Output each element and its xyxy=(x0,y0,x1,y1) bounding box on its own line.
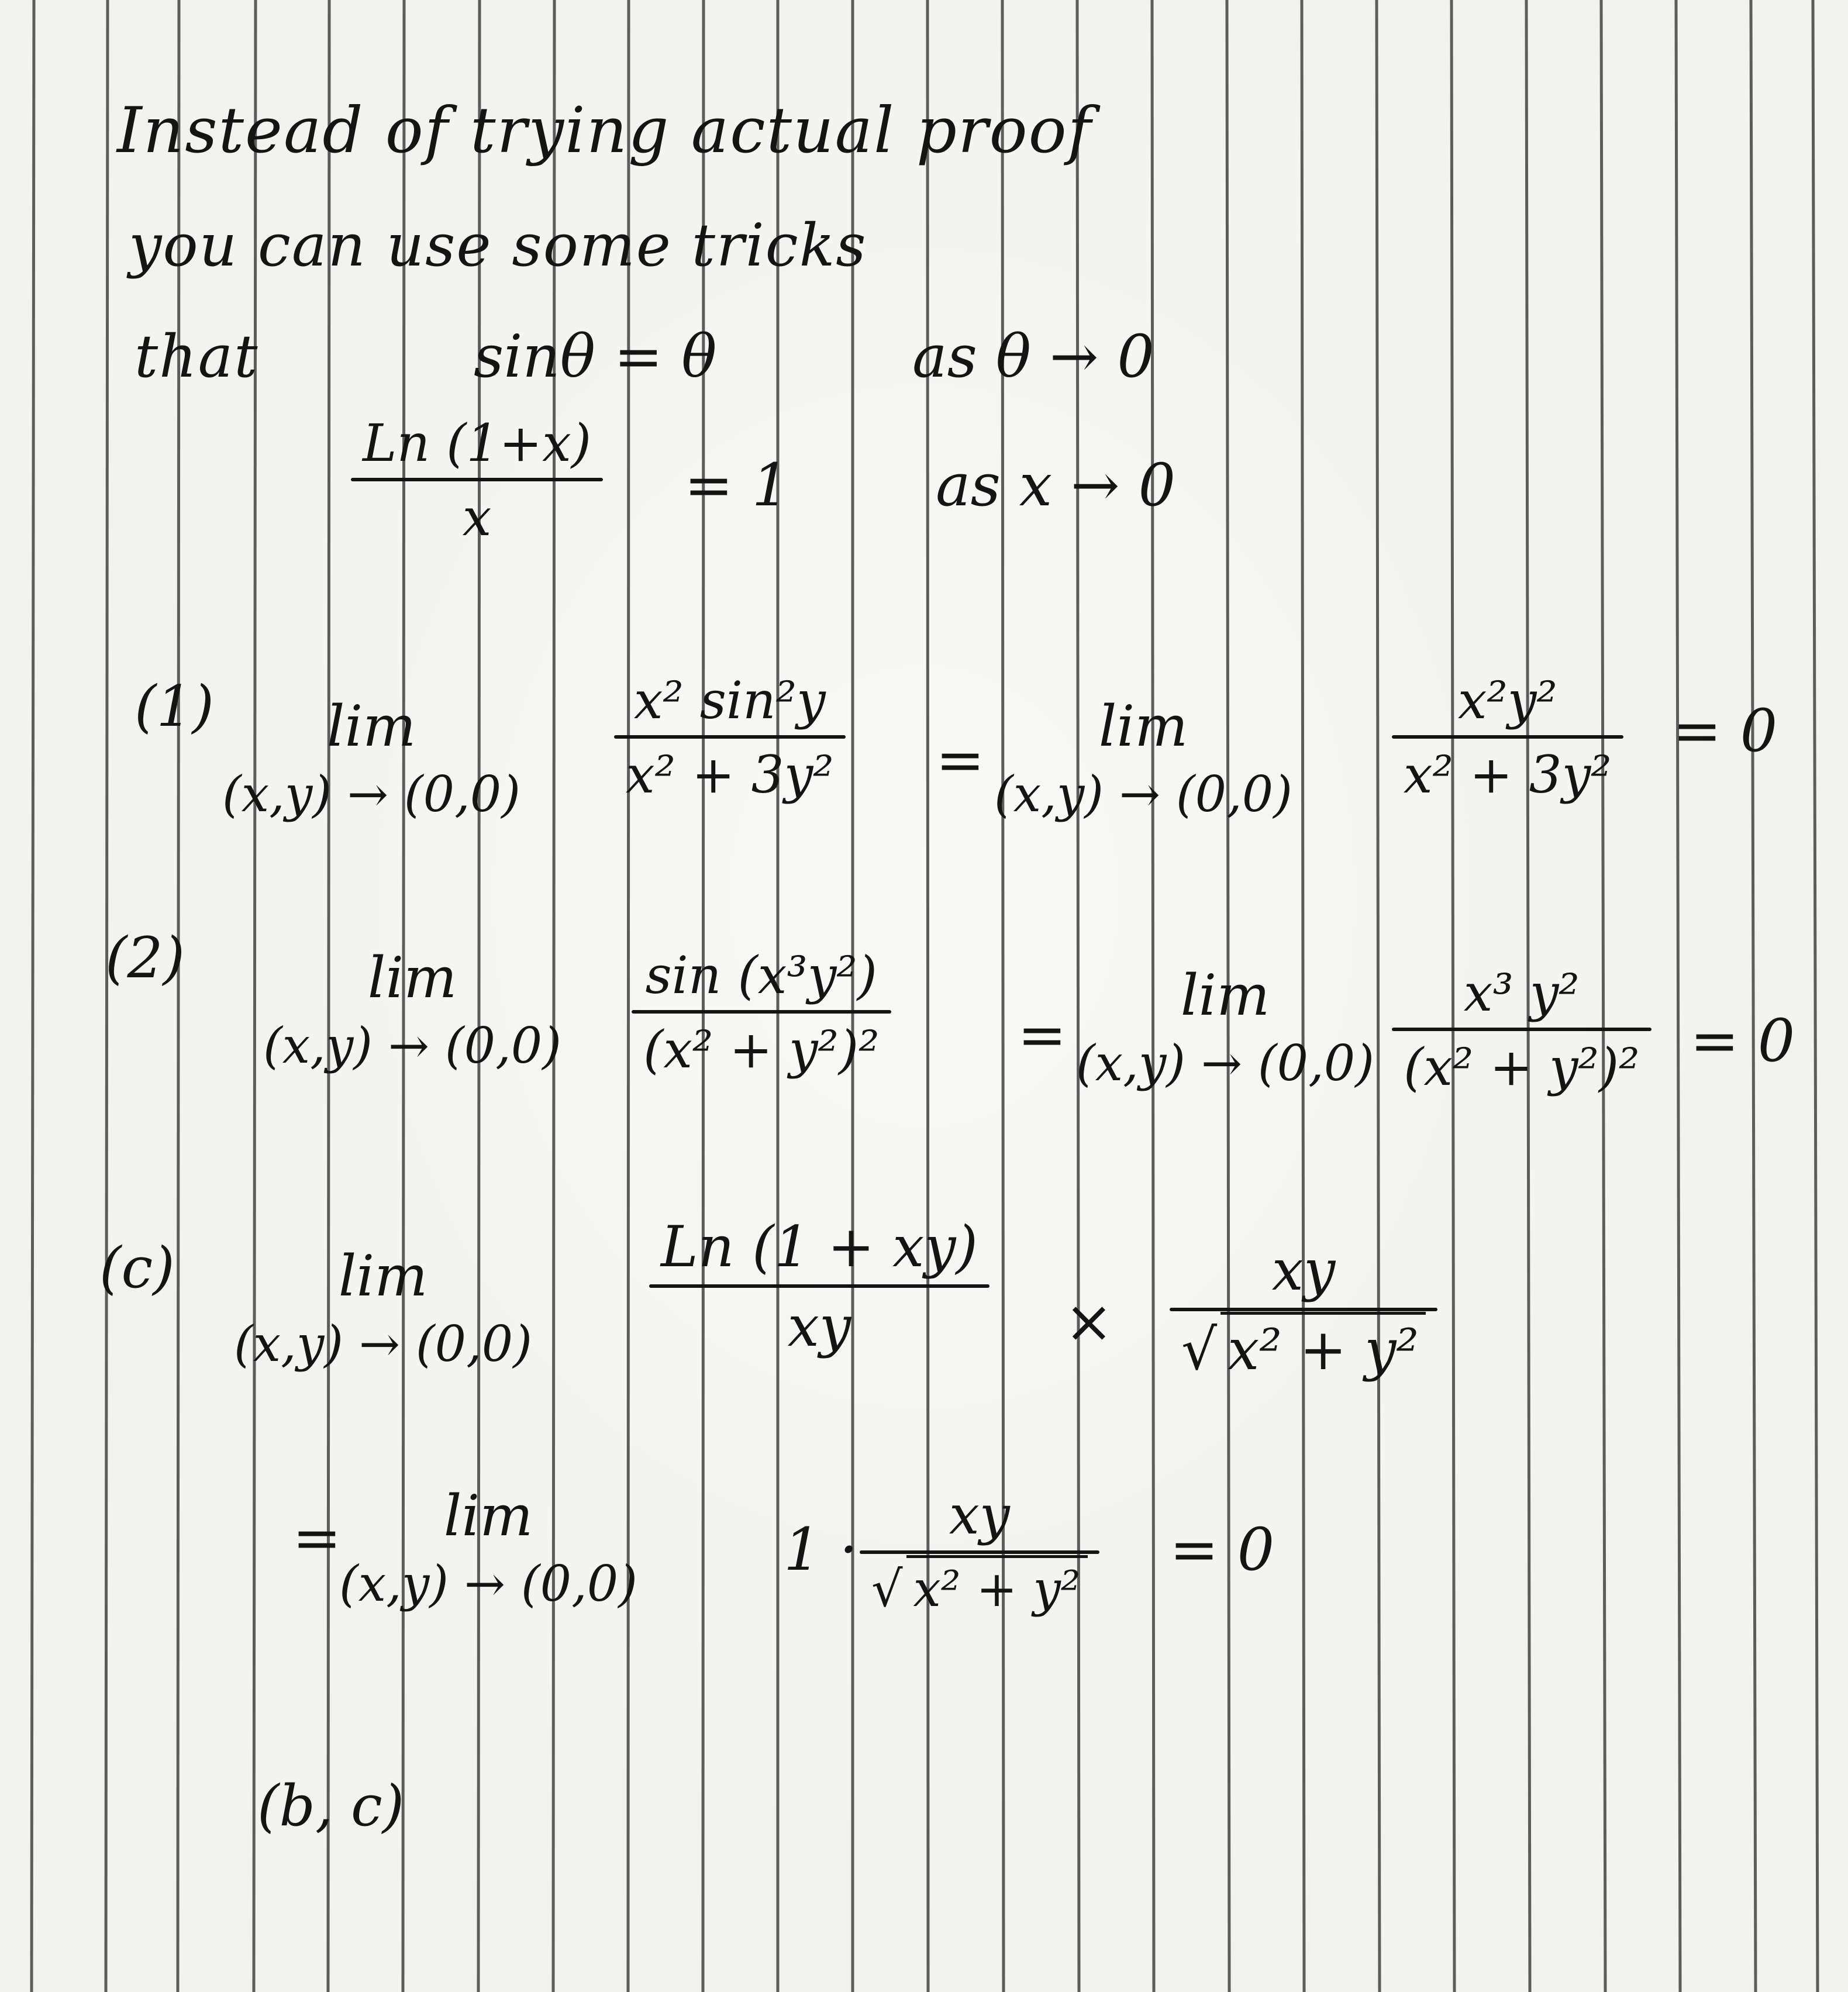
part-2-equals: = xyxy=(1018,1001,1067,1069)
square-root-icon: √ xyxy=(1181,1316,1218,1383)
part-1-numerator: x² sin²y xyxy=(633,670,826,730)
part-3-fraction xyxy=(649,1216,989,1357)
limit-approach: (x,y) → (0,0) xyxy=(994,765,1292,823)
part-3-times: × xyxy=(1064,1287,1113,1356)
part-2-denominator-2: (x² + y²)² xyxy=(1404,1036,1640,1097)
part-2-label: (2) xyxy=(105,925,185,991)
part-3b-factor: 1 · xyxy=(784,1515,859,1584)
log-trick-condition: as x → 0 xyxy=(936,451,1176,519)
radicand: x² + y² xyxy=(1220,1312,1426,1383)
part-1-limit xyxy=(222,696,520,821)
intro-line-1: Instead of trying actual proof xyxy=(117,94,1092,167)
part-1-equals: = xyxy=(936,726,985,794)
part-1-fraction xyxy=(614,670,846,805)
part-2-limit-2 xyxy=(1076,965,1374,1090)
part-3-fraction-2 xyxy=(1170,1240,1437,1381)
part-2-result: = 0 xyxy=(1690,1007,1795,1075)
part-2-denominator: (x² + y²)² xyxy=(643,1019,880,1080)
fraction-bar xyxy=(614,735,846,739)
log-trick-fraction xyxy=(351,415,603,546)
limit-approach: (x,y) → (0,0) xyxy=(339,1555,637,1612)
part-3-denominator: xy xyxy=(787,1293,851,1359)
part-1-result: = 0 xyxy=(1673,697,1778,765)
fraction-bar xyxy=(1170,1308,1437,1311)
part-1-fraction-2 xyxy=(1392,670,1623,805)
part-3b-result: = 0 xyxy=(1170,1515,1275,1584)
limit-approach: (x,y) → (0,0) xyxy=(222,765,520,823)
part-2-fraction xyxy=(632,947,891,1078)
fraction-bar xyxy=(860,1550,1099,1554)
intro-line-3-lead: that xyxy=(135,322,259,391)
part-3-numerator-2: xy xyxy=(1271,1238,1336,1303)
part-1-limit-2 xyxy=(994,696,1292,821)
limit-approach: (x,y) → (0,0) xyxy=(263,1016,561,1074)
final-answer: (b, c) xyxy=(257,1773,405,1839)
limit-approach: (x,y) → (0,0) xyxy=(1076,1034,1374,1092)
part-1-label: (1) xyxy=(135,674,214,739)
fraction-bar xyxy=(351,478,603,481)
fraction-bar xyxy=(1392,1028,1652,1031)
log-trick-equals: = 1 xyxy=(684,451,789,519)
radicand: x² + y² xyxy=(906,1555,1088,1618)
part-2-limit xyxy=(263,947,561,1073)
part-1-denominator: x² + 3y² xyxy=(626,744,834,805)
part-3b-fraction xyxy=(860,1486,1099,1617)
part-1-denominator-2: x² + 3y² xyxy=(1404,744,1612,805)
part-3b-equals: = xyxy=(292,1504,342,1572)
part-3-label: (c) xyxy=(99,1235,175,1301)
fraction-bar xyxy=(632,1010,891,1014)
part-3b-numerator: xy xyxy=(949,1484,1010,1546)
intro-sin-condition: as θ → 0 xyxy=(912,322,1154,391)
part-3-numerator: Ln (1 + xy) xyxy=(661,1214,978,1280)
intro-sin-approx: sinθ = θ xyxy=(474,322,717,391)
limit-approach: (x,y) → (0,0) xyxy=(234,1315,532,1373)
part-3-limit xyxy=(234,1243,532,1373)
part-2-fraction-2 xyxy=(1392,965,1652,1096)
fraction-bar xyxy=(649,1284,989,1288)
limit-word: lim xyxy=(326,694,416,759)
part-3b-limit xyxy=(339,1483,637,1612)
intro-line-2: you can use some tricks xyxy=(129,211,867,280)
log-trick-numerator: Ln (1+x) xyxy=(363,413,592,473)
square-root-icon: √ xyxy=(871,1560,903,1618)
log-trick-denominator: x xyxy=(462,487,492,547)
limit-word: lim xyxy=(338,1243,428,1309)
fraction-bar xyxy=(1392,735,1623,739)
part-1-numerator-2: x²y² xyxy=(1457,670,1557,730)
limit-word: lim xyxy=(367,945,457,1011)
part-3b-denominator xyxy=(860,1562,1099,1616)
limit-word: lim xyxy=(1098,694,1188,759)
limit-word: lim xyxy=(1180,963,1270,1028)
limit-word: lim xyxy=(443,1483,533,1549)
part-3-denominator-2 xyxy=(1170,1316,1437,1383)
part-2-numerator: sin (x³y²) xyxy=(645,945,878,1005)
part-2-numerator-2: x³ y² xyxy=(1463,963,1580,1023)
